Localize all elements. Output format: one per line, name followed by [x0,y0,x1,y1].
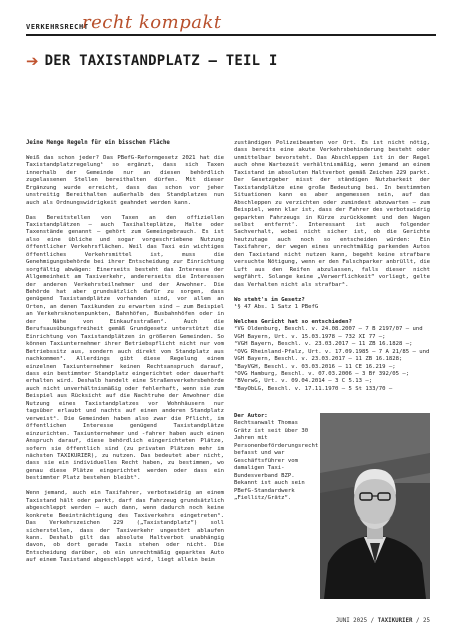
page-number: 25 [423,618,430,624]
footnote-item: ⁵BayVGH, Beschl. v. 03.03.2016 – 11 CE 16.219 —; [234,363,396,370]
body-paragraph: zuständigen Polizeibeamten vor Ort. Es ist nicht nötig, dass bereits eine akute Verkehrsbehinderung besteht oder unmittelbar bevorsteht. Das Abschleppen ist in der Regel auch ohne Wartezeit verhältnismäßig, wenn jemand an einem Taxistand im absoluten Haltverbot gemäß Zeichen 229 parkt. Der Gesetzgeber misst der ständigen Nutzbarkeit der Taxistandplätze eine große Bedeutung bei. In bestimmten Situationen kann es aber angemessen sein, auf das Abschleppen zu verzichten oder zumindest abzuwarten – zum Beispiel, wenn klar ist, dass der Fahrer des verbotswidrig geparkten Fahrzeugs in Kürze zurückkommt und den Wagen selbst entfernt⁷. Interessant ist auch folgender Sachverhalt, wobei nicht sicher ist, ob die Gerichte heutzutage auch noch so entscheiden würden: Ein Taxifahrer, der wegen eines unrechtmäßig parkenden Autos den Taxistand nicht nutzen kann, begeht keine strafbare versuchte Nötigung, wenn er den Falschparker anbrüllt, die Luft aus den Reifen abzulassen, falls dieser nicht wegfährt. Solange keine „Verwerflichkeit“ vorliegt, gelte das Verhalten nicht als strafbar⁸. [234,140,430,288]
author-bio [234,413,318,502]
author-photo [320,413,430,599]
footnote-list [234,326,430,393]
court-heading: Welches Gericht hat so entschieden? [234,318,352,325]
arrow-right-icon: ➔ [26,52,39,70]
body-paragraph: Weiß das schon jeder? Das PBefG-Reformgesetz 2021 hat die Taxistandplatzregelung¹ so ergänzt, dass sich Taxen innerhalb der Gemeinde nur an diesen behördlich zugelassenen Stellen bereithalten dürfen. Mit dieser Ergänzung wurde erreicht, dass das schon vor jeher unstreitig Bereithalten außerhalb des Standplatzes nun auch als Ordnungswidrigkeit geahndet werden kann. [26,154,224,206]
right-column [234,140,430,393]
page-footer: JUNI 2025 / TAXIKURIER / 25 [335,618,430,624]
footnote-item: ³VGH Bayern, Beschl. v. 23.03.2017 – 11 ZB 16.1828 —; [234,341,413,348]
author-box [234,413,430,599]
issue-date: JUNI 2025 [335,618,368,624]
left-column [26,140,224,565]
section-header [26,14,436,36]
header-rule [26,34,436,36]
magazine-name: TAXIKURIER [377,618,413,624]
body-paragraph: Wenn jemand, auch ein Taxifahrer, verbotswidrig an einem Taxistand hält oder parkt, darf das Fahrzeug grundsätzlich abgeschleppt werden – auch dann, wenn dadurch noch keine konkrete Beeinträchtigung des Taxiverkehrs eingetreten⁶. Das Verkehrszeichen 229 („Taxistandplatz“) soll sicherstellen, dass der Taxiverkehr ungestört ablaufen kann. Deshalb gilt das absolute Haltverbot unabhängig davon, ob dort gerade Taxis stehen oder nicht. Die Entscheidung darüber, ob ein unrechtmäßig geparktes Auto auf einem Taxistand abgeschleppt wird, liegt allein beim [26,490,224,564]
footnote-item: ⁸BayObLG, Beschl. v. 17.11.1970 – 5 St 133/70 — [234,385,393,392]
article-lead: Jeine Menge Regeln für ein bisschen Fläche [26,140,170,146]
author-heading: Der Autor: [234,413,268,419]
law-reference: ¹§ 47 Abs. 1 Satz 1 PBefG [234,303,319,310]
article-title: DER TAXISTANDPLATZ – TEIL I [44,53,278,69]
footnote-item: ⁷BVerwG, Urt. v. 09.04.2014 – 3 C 5.13 —; [234,378,373,385]
author-text: Rechtsanwalt Thomas Grätz ist seit über 30 Jahren mit Personenbeförderungsrecht befasst und war Geschäftsführer vom damaligen Taxi-Bundesverband BZP. Bekannt ist auch sein PBefG-Standardwerk „Fiellitz/Grätz“. [234,420,319,501]
law-heading: Wo steht's im Gesetz? [234,296,305,303]
footnote-item: ⁴OVG Rheinland-Pfalz, Urt. v. 17.09.1985 – 7 A 21/85 — und VGH Bayern, Beschl. v. 23.03.2017 – 11 ZB 16.1828; [234,348,430,363]
body-paragraph: Das Bereitstellen von Taxen an den offiziellen Taxistandplätzen – auch Taxihalteplätze, Halte oder Taxenstände genannt – gehört zum Gemeingebrauch. Es ist also eine übliche und sogar vorgeschriebene Nutzung öffentlicher Verkehrsflächen. Weil das Taxi ein wichtiges öffentliches Verkehrsmittel ist, muss die Genehmigungsbehörde bei ihrer Entscheidung zur Einrichtung sorgfältig abwägen: Einerseits besteht das Interesse der Allgemeinheit am Taxiverkehr, andererseits die Interessen der anderen Verkehrsteilnehmer und der Anwohner. Die Behörde hat aber grundsätzlich dafür zu sorgen, dass genügend Taxistandplätze vorhanden sind, vor allem an Orten, an denen Taxikunden zu erwarten sind – zum Beispiel an Verkehrsknotenpunkten, Bahnhöfen, Busbahnhöfen oder in der Nähe von Einkaufsstraßen². Auch die Berufsausübungsfreiheit gemäß Grundgesetz unterstützt die Einrichtung von Taxistandplätzen in größeren Gemeinden. So können Taxiunternehmer ihrer Betriebspflicht nicht nur vom Betriebssitz aus, sondern auch direkt vom Standplatz aus nachkommen³. Allerdings gibt diese Regelung einem einzelnen Taxiunternehmer keinen Rechtsanspruch darauf, dass ein bestimmter Standplatz eingerichtet oder dauerhaft erhalten wird. Deshalb handelt eine Straßenverkehrsbehörde auch nicht unverhältnismäßig oder fehlerhaft, wenn sie zum Beispiel aus Rücksicht auf die Nachtruhe der Anwohner die Nutzung eines Taxistandplatzes vor Wohnhäusern nur tagsüber erlaubt und nachts auf einen anderen Standplatz verweist⁴. Die Gemeinden haben also zwar die Pflicht, im öffentlichen Interesse genügend Taxistandplätze einzurichten. Taxiunternehmer und -fahrer haben auch einen Anspruch darauf, diese behördlich eingerichteten Plätze, sofern sie öffentlich sind (zu privaten Plätzen mehr im nächsten TAXIKURIER), zu nutzen. Das bedeutet aber nicht, dass sie ein individuelles Recht haben, zu bestimmen, wo genau diese Plätze eingerichtet werden oder dass ein bestimmter Platz bestehen bleibt⁵. [26,214,224,482]
section-tagline: recht kompakt [82,12,222,33]
article-title-row [26,52,278,70]
footnote-item: ²VG Oldenburg, Beschl. v. 24.08.2007 – 7 B 2197/07 — und VGH Bayern, Urt. v. 15.03.1978 – 732 XI 77 —; [234,326,423,340]
section-label: VERKEHRSRECHT [26,23,89,31]
footnote-item: ⁶OVG Hamburg, Beschl. v. 07.03.2006 – 3 Bf 392/05 —; [234,371,410,378]
